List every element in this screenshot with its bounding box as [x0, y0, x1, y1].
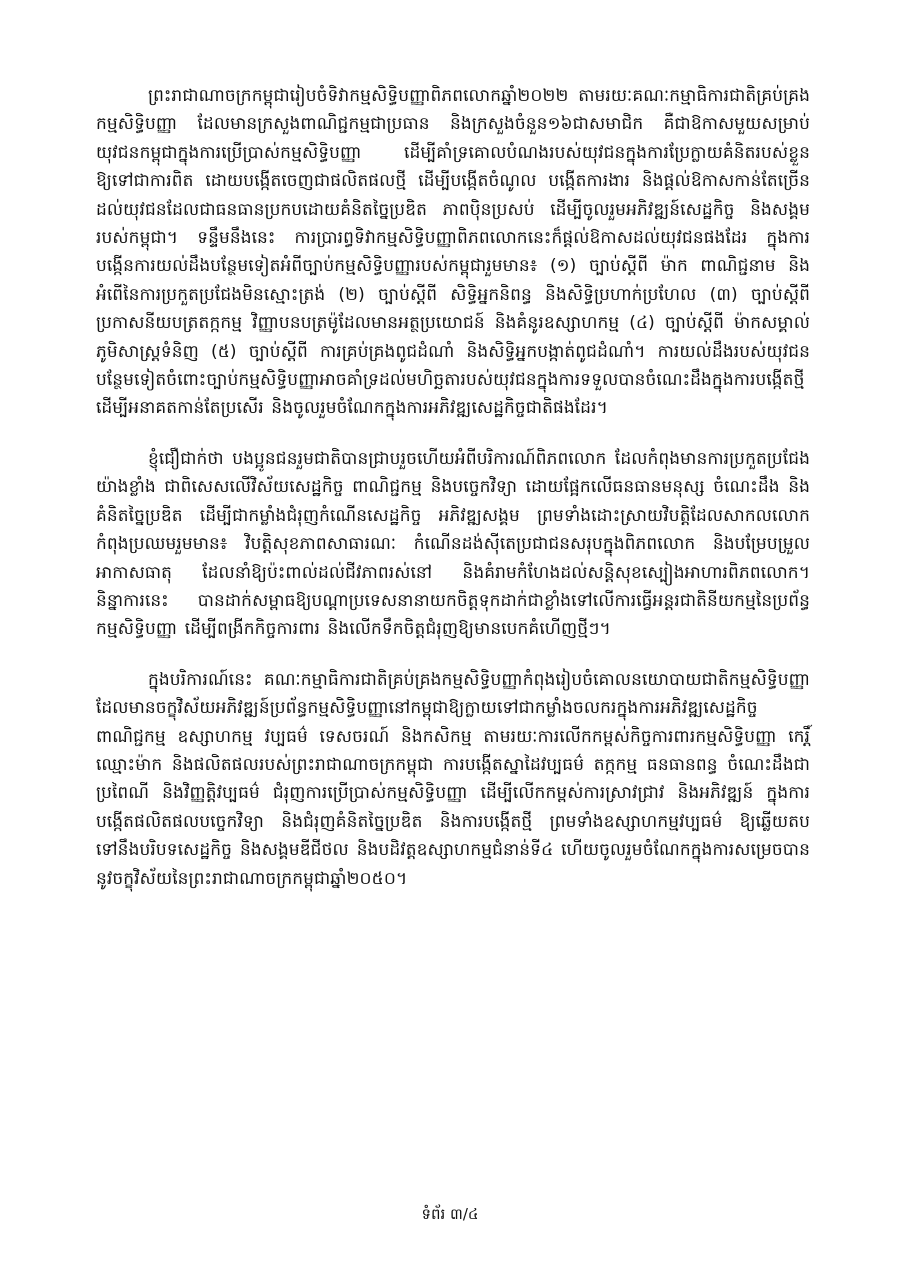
page-number: ទំព័រ ៣/៤ [421, 1205, 479, 1223]
paragraph-3: ក្នុងបរិការណ៍នេះ គណៈកម្មាធិការជាតិគ្រប់គ្រងកម្មសិទ្ធិបញ្ញាកំពុងរៀបចំគោលនយោបាយជាតិកម្មសិទ្ធិបញ្ញា ដែលមានចក្ខុវិស័យអភិវឌ្ឍន៍ប្រព័ន្ធកម្មសិទ្ធិបញ្ញានៅកម្ពុជាឱ្យក្លាយទៅជាកម្លាំងចលករក្នុងការអភិវឌ្ឍសេដ្ឋកិច្ច ពាណិជ្ជកម្ម ឧស្សាហកម្ម វប្បធម៌ ទេសចរណ៍ និងកសិកម្ម តាមរយៈការលើកកម្ពស់កិច្ចការពារកម្មសិទ្ធិបញ្ញា កេរ្តិ៍ឈ្មោះម៉ាក និងផលិតផលរបស់ព្រះរាជាណាចក្រកម្ពុជា ការបង្កើតស្នាដៃវប្បធម៌ តក្កកម្ម ធនធានពន្ធ ចំណេះដឹងជាប្រពៃណី និងវិញ្ញត្តិវប្បធម៌ ជំរុញការប្រើប្រាស់កម្មសិទ្ធិបញ្ញា ដើម្បីលើកកម្ពស់ការស្រាវជ្រាវ និងអភិវឌ្ឍន៍ ក្នុងការបង្កើតផលិតផលបច្ចេកវិទ្យា និងជំរុញគំនិតច្នៃប្រឌិត និងការបង្កើតថ្មី ព្រមទាំងឧស្សាហកម្មវប្បធម៌ ឱ្យឆ្លើយតបទៅនឹងបរិបទសេដ្ឋកិច្ច និងសង្គមឌីជីថល និងបដិវត្តឧស្សាហកម្មជំនាន់ទី៤ ហើយចូលរួមចំណែកក្នុងការសម្រេចបាននូវចក្ខុវិស័យនៃព្រះរាជាណាចក្រកម្ពុជាឆ្នាំ២០៥០។ [96, 669, 810, 889]
paragraph-2: ខ្ញុំជឿជាក់ថា បងប្អូនជនរួមជាតិបានជ្រាបរួចហើយអំពីបរិការណ៍ពិភពលោក ដែលកំពុងមានការប្រកួតប្រជែងយ៉ាងខ្លាំង ជាពិសេសលើវិស័យសេដ្ឋកិច្ច ពាណិជ្ជកម្ម និងបច្ចេកវិទ្យា ដោយផ្អែកលើធនធានមនុស្ស ចំណេះដឹង និងគំនិតច្នៃប្រឌិត ដើម្បីជាកម្លាំងជំរុញកំណើនសេដ្ឋកិច្ច អភិវឌ្ឍសង្គម ព្រមទាំងដោះស្រាយវិបត្តិដែលសាកលលោកកំពុងប្រឈមរួមមាន៖ វិបត្តិសុខភាពសាធារណៈ កំណើនដង់ស៊ីតេប្រជាជនសរុបក្នុងពិភពលោក និងបម្រែបម្រួលអាកាសធាតុ ដែលនាំឱ្យប៉ះពាល់ដល់ជីវភាពរស់នៅ និងគំរាមកំហែងដល់សន្តិសុខស្បៀងអាហារពិភពលោក។ និន្នាការនេះ បានដាក់សម្ពាធឱ្យបណ្ដាប្រទេសនានាយកចិត្តទុកដាក់ជាខ្លាំងទៅលើការធ្វើអន្តរជាតិនីយកម្មនៃប្រព័ន្ធកម្មសិទ្ធិបញ្ញា ដើម្បីពង្រីកកិច្ចការពារ និងលើកទឹកចិត្តជំរុញឱ្យមានបេកគំហើញថ្មីៗ។ [96, 448, 810, 640]
paragraph-1: ព្រះរាជាណាចក្រកម្ពុជារៀបចំទិវាកម្មសិទ្ធិបញ្ញាពិភពលោកឆ្នាំ២០២២ តាមរយៈគណៈកម្មាធិការជាតិគ្រប់គ្រងកម្មសិទ្ធិបញ្ញា ដែលមានក្រសួងពាណិជ្ជកម្មជាប្រធាន និងក្រសួងចំនួន១៦ជាសមាជិក គឺជាឱកាសមួយសម្រាប់យុវជនកម្ពុជាក្នុងការប្រើប្រាស់កម្មសិទ្ធិបញ្ញា ដើម្បីគាំទ្រគោលបំណងរបស់យុវជនក្នុងការប្រែក្លាយគំនិតរបស់ខ្លួនឱ្យទៅជាការពិត ដោយបង្កើតចេញជាផលិតផលថ្មី ដើម្បីបង្កើតចំណូល បង្កើតការងារ និងផ្ដល់ឱកាសកាន់តែច្រើនដល់យុវជនដែលជាធនធានប្រកបដោយគំនិតច្នៃប្រឌិត ភាពប៉ិនប្រសប់ ដើម្បីចូលរួមអភិវឌ្ឍន៍សេដ្ឋកិច្ច និងសង្គមរបស់កម្ពុជា។ ទន្ទឹមនឹងនេះ ការប្រារព្ធទិវាកម្មសិទ្ធិបញ្ញាពិភពលោកនេះក៏ផ្ដល់ឱកាសដល់យុវជនផងដែរ ក្នុងការបង្កើនការយល់ដឹងបន្ថែមទៀតអំពីច្បាប់កម្មសិទ្ធិបញ្ញារបស់កម្ពុជារួមមាន៖ (១) ច្បាប់ស្ដីពី ម៉ាក ពាណិជ្ជនាម និងអំពើនៃការប្រកួតប្រជែងមិនស្មោះត្រង់ (២) ច្បាប់ស្ដីពី សិទ្ធិអ្នកនិពន្ធ និងសិទ្ធិប្រហាក់ប្រហែល (៣) ច្បាប់ស្ដីពី ប្រកាសនីយបត្រតក្កកម្ម វិញ្ញាបនបត្រម៉ូដែលមានអត្ថប្រយោជន៍ និងគំនូរឧស្សាហកម្ម (៤) ច្បាប់ស្ដីពី ម៉ាកសម្គាល់ភូមិសាស្ត្រទំនិញ (៥) ច្បាប់ស្ដីពី ការគ្រប់គ្រងពូជដំណាំ និងសិទ្ធិអ្នកបង្កាត់ពូជដំណាំ។ ការយល់ដឹងរបស់យុវជនបន្ថែមទៀតចំពោះច្បាប់កម្មសិទ្ធិបញ្ញាអាចគាំទ្រដល់មហិច្ឆតារបស់យុវជនក្នុងការទទួលបានចំណេះដឹងក្នុងការបង្កើតថ្មី ដើម្បីអនាគតកាន់តែប្រសើរ និងចូលរួមចំណែកក្នុងការអភិវឌ្ឍសេដ្ឋកិច្ចជាតិផងដែរ។ [96, 86, 810, 419]
